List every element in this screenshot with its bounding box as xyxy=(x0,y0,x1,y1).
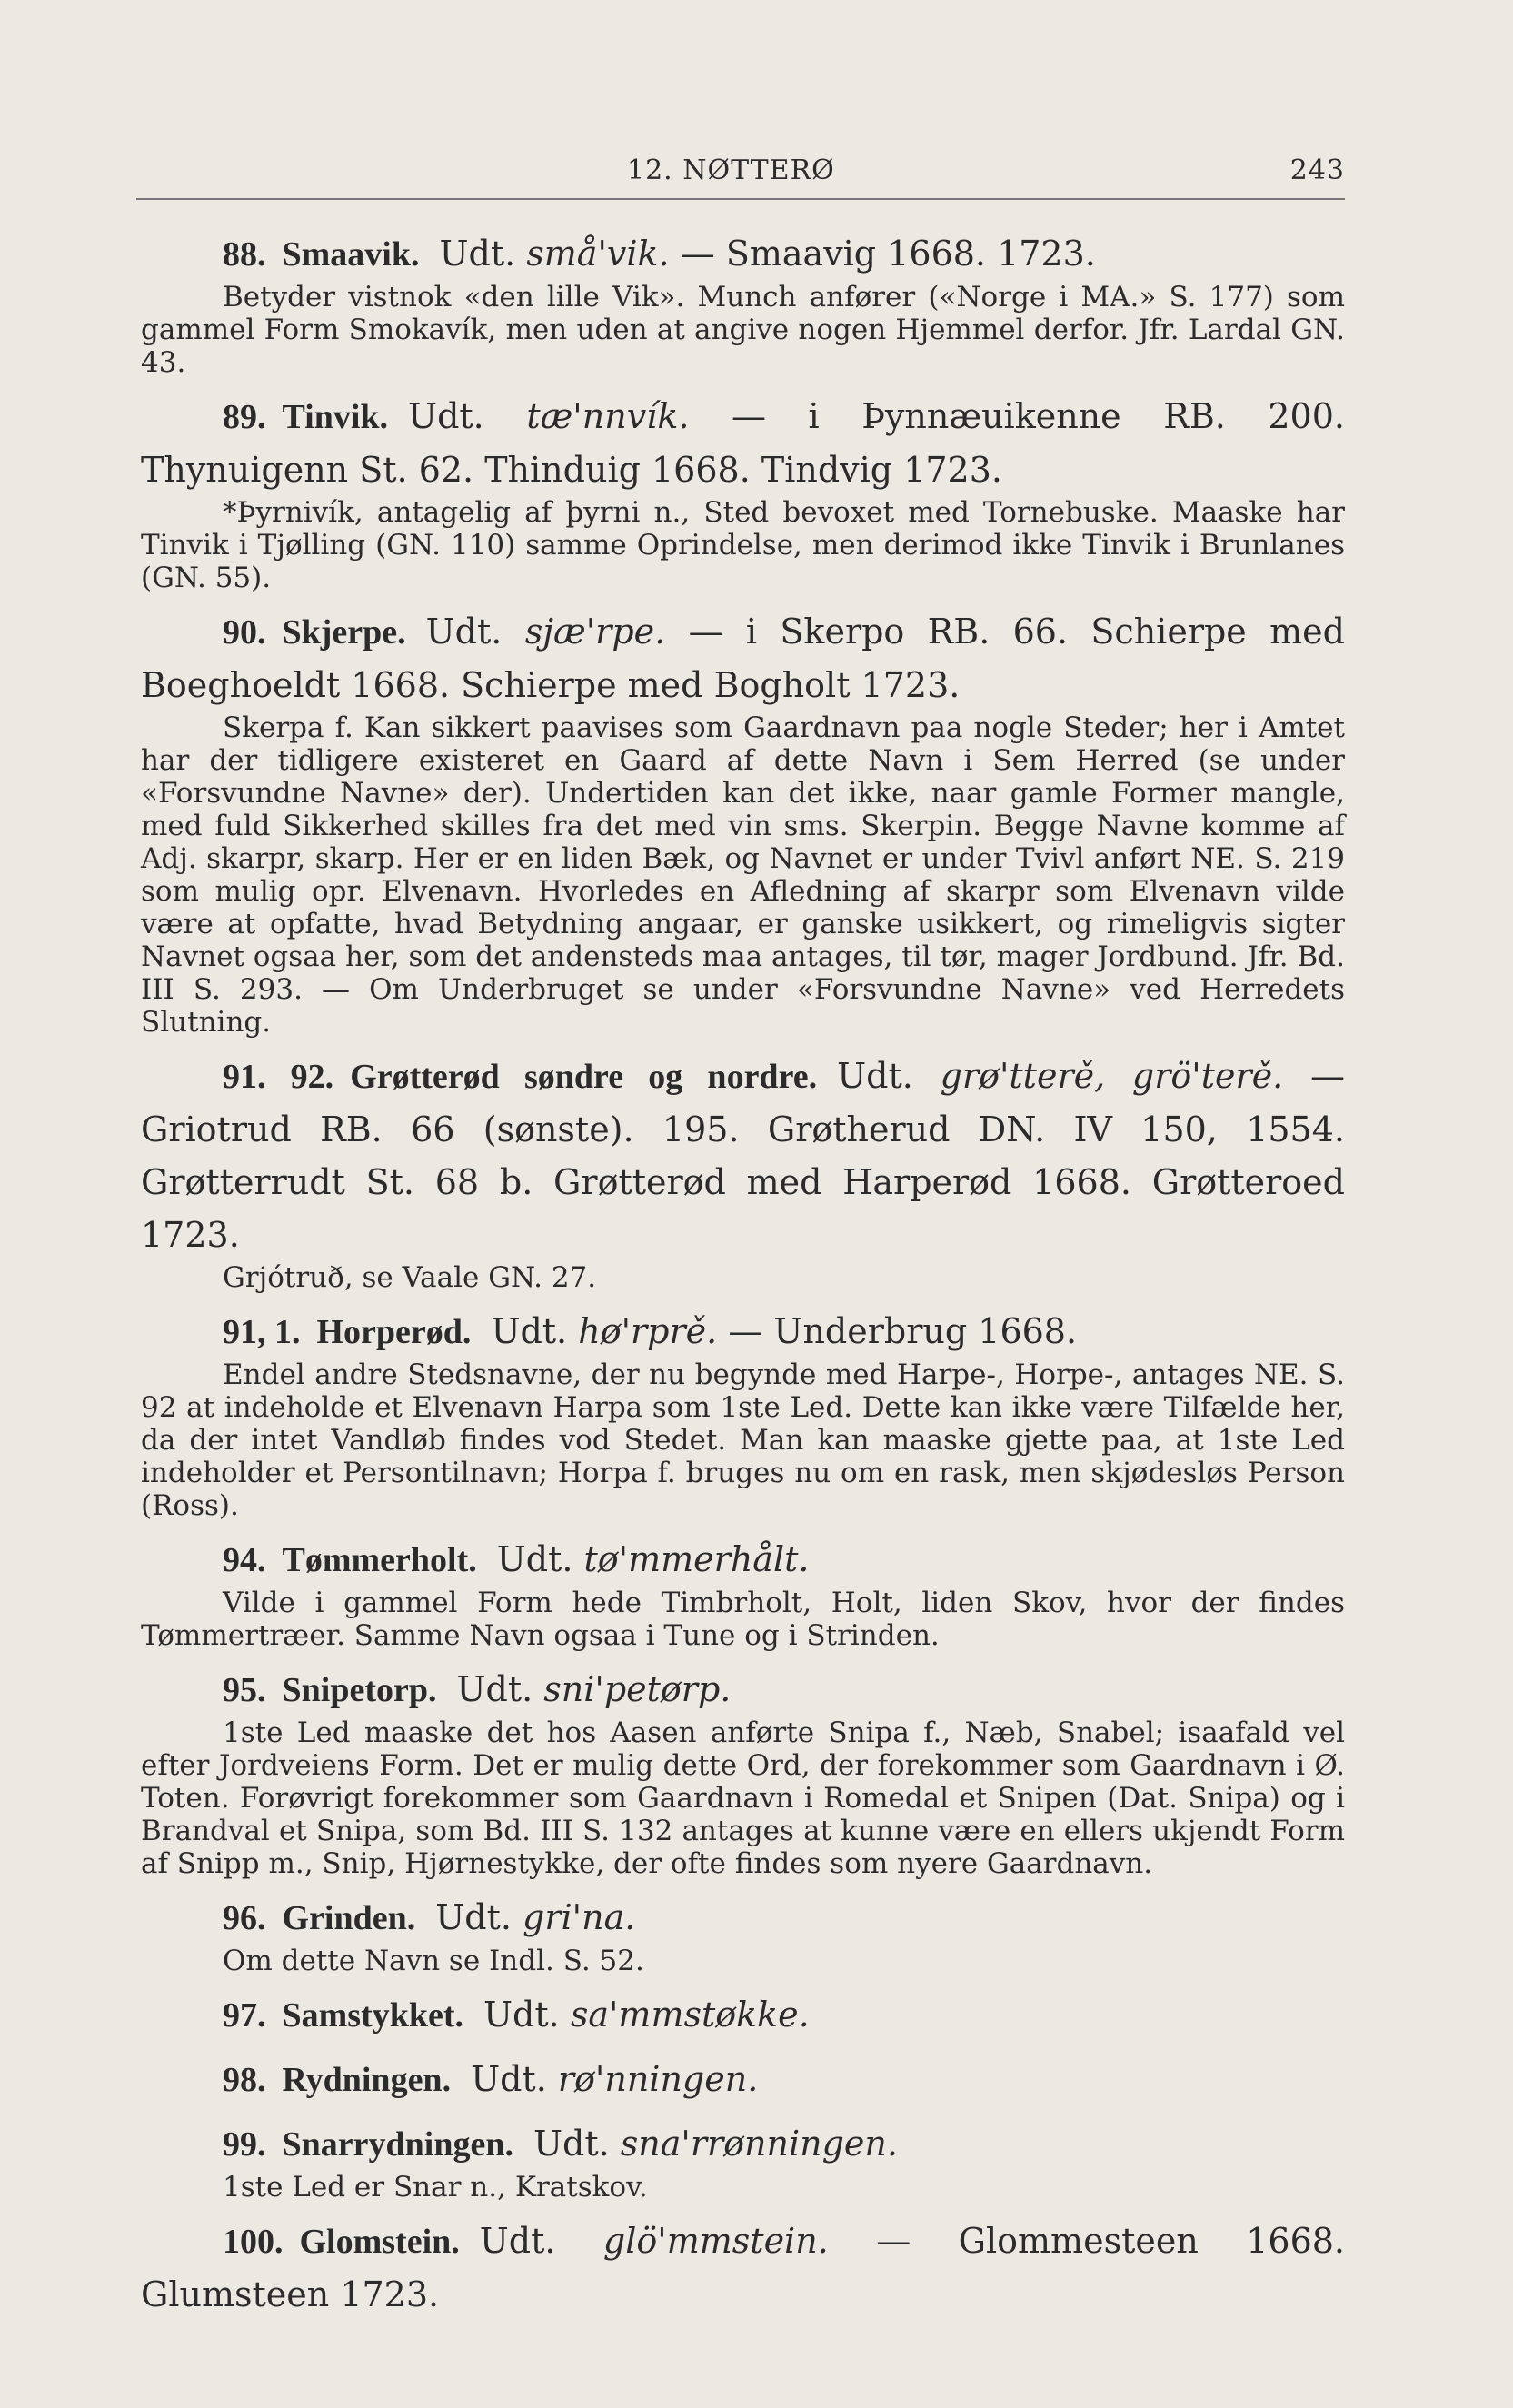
entry-note: Grjótruð, se Vaale GN. 27. xyxy=(223,1261,597,1294)
spacer xyxy=(141,379,1345,390)
page-number: 243 xyxy=(1289,154,1345,186)
pronunciation: tø'mmerhålt. xyxy=(583,1539,810,1579)
udt-label: Udt. xyxy=(456,1669,544,1709)
pronunciation: glö'mmstein. xyxy=(602,2221,829,2261)
udt-label: Udt. xyxy=(471,2059,558,2099)
pronunciation: tæ'nnvík. xyxy=(526,396,690,436)
historical-forms: — i Skerpo RB. 66. Schierpe med Boeghoeldt 1668. Schierpe med Bogholt 1723. xyxy=(141,612,1345,705)
entry-name: Samstykket. xyxy=(282,1996,464,2035)
entry-name: Grøtterød søndre og nordre. xyxy=(350,1058,818,1096)
entry-note: Betyder vistnok «den lille Vik». Munch anfører («Norge i MA.» S. 177) som gammel Form Smokavík, men uden at angive nogen Hjemmel derfor. Jfr. Lardal GN. 43. xyxy=(141,281,1345,379)
spacer xyxy=(141,2106,1345,2117)
udt-label: Udt. xyxy=(435,1897,523,1937)
pronunciation: sni'petørp. xyxy=(543,1669,732,1709)
entry-number: 99. xyxy=(223,2125,266,2164)
entry xyxy=(141,227,1345,390)
entry-number: 89. xyxy=(223,398,266,436)
entry-name: Skjerpe. xyxy=(282,613,406,652)
entry-name: Horperød. xyxy=(316,1313,472,1351)
entry-number: 91. 92. xyxy=(223,1058,334,1096)
chapter-title: 12. NØTTERØ xyxy=(627,154,835,186)
entry-name: Smaavik. xyxy=(282,235,420,274)
entry-name: Snarrydningen. xyxy=(282,2125,513,2164)
entry-number: 100. xyxy=(223,2223,284,2261)
entry-heading xyxy=(141,1891,1345,1945)
entry-name: Rydningen. xyxy=(282,2061,452,2099)
entry xyxy=(141,1305,1345,1533)
entry-note: Vilde i gammel Form hede Timbrholt, Holt, liden Skov, hvor der findes Tømmertræer. Samme Navn ogsaa i Tune og i Strinden. xyxy=(141,1587,1345,1652)
pronunciation: rø'nningen. xyxy=(557,2059,759,2099)
entry-number: 94. xyxy=(223,1541,266,1579)
entry-heading xyxy=(141,1305,1345,1358)
entry xyxy=(141,1663,1345,1891)
entry-note: 1ste Led er Snar n., Kratskov. xyxy=(223,2171,648,2204)
udt-label: Udt. xyxy=(837,1056,941,1096)
entry-note: 1ste Led maaske det hos Aasen anførte Snipa f., Næb, Snabel; isaafald vel efter Jordveiens Form. Det er mulig dette Ord, der forekommer som Gaardnavn i Ø. Toten. Forøvrigt forekommer som Gaardnavn i Romedal et Snipen (Dat. Snipa) og i Brandval et Snipa, som Bd. III S. 132 antages at kunne være en ellers ukjendt Form af Snipp m., Snip, Hjørnestykke, der ofte findes som nyere Gaardnavn. xyxy=(141,1716,1345,1880)
entry-name: Glomstein. xyxy=(299,2223,460,2261)
spacer xyxy=(141,1039,1345,1050)
spacer xyxy=(141,594,1345,605)
entry xyxy=(141,1891,1345,1988)
udt-label: Udt. xyxy=(439,234,527,274)
entry-name: Tinvik. xyxy=(282,398,389,436)
entry-name: Snipetorp. xyxy=(282,1671,437,1709)
entry-heading xyxy=(141,390,1345,496)
historical-forms: — Underbrug 1668. xyxy=(728,1311,1078,1351)
entry-number: 88. xyxy=(223,235,266,274)
pronunciation: grø'tterě, grö'terě. xyxy=(940,1056,1284,1096)
entry-number: 98. xyxy=(223,2061,266,2099)
entry-note: Skerpa f. Kan sikkert paavises som Gaardnavn paa nogle Steder; her i Amtet har der tidligere existeret en Gaard af dette Navn i Sem Herred (se under «Forsvundne Navne» der). Undertiden kan det ikke, naar gamle Former mangle, med fuld Sikkerhed skilles fra det med vin sms. Skerpin. Begge Navne komme af Adj. skarpr, skarp. Her er en liden Bæk, og Navnet er under Tvivl anført NE. S. 219 som mulig opr. Elvenavn. Hvorledes en Afledning af skarpr som Elvenavn vilde være at opfatte, hvad Betydning angaar, er ganske usikkert, og rimeligvis sigter Navnet ogsaa her, som det andensteds maa antages, til tør, mager Jordbund. Jfr. Bd. III S. 293. — Om Underbruget se under «Forsvundne Navne» ved Herredets Slutning. xyxy=(141,711,1345,1039)
entry-heading xyxy=(141,1663,1345,1716)
historical-forms: — Smaavig 1668. 1723. xyxy=(680,234,1096,274)
entry xyxy=(141,2214,1345,2332)
udt-label: Udt. xyxy=(479,2221,603,2261)
spacer xyxy=(141,1652,1345,1663)
document-page xyxy=(141,136,1346,2314)
pronunciation: sjæ'rpe. xyxy=(524,612,666,652)
spacer xyxy=(141,1880,1345,1891)
entry-note: Om dette Navn se Indl. S. 52. xyxy=(223,1945,644,1977)
entry-heading xyxy=(141,1050,1345,1261)
entry xyxy=(141,605,1345,1050)
historical-forms: — Griotrud RB. 66 (sønste). 195. Grøtherud DN. IV 150, 1554. Grøtterrudt St. 68 b. Grøtterød med Harperød 1668. Grøtteroed 1723. xyxy=(141,1056,1346,1255)
entry-heading xyxy=(141,605,1345,711)
entry xyxy=(141,1533,1345,1663)
spacer xyxy=(141,1977,1345,1988)
spacer xyxy=(141,2042,1345,2053)
udt-label: Udt. xyxy=(496,1539,584,1579)
entry-heading xyxy=(141,2214,1345,2321)
pronunciation: hø'rprě. xyxy=(578,1311,718,1351)
entry-note: Endel andre Stedsnavne, der nu begynde med Harpe-, Horpe-, antages NE. S. 92 at indeholde et Elvenavn Harpa som 1ste Led. Dette kan ikke være Tilfælde her, da der intet Vandløb findes vod Stedet. Man kan maaske gjette paa, at 1ste Led indeholder et Persontilnavn; Horpa f. bruges nu om en rask, men skjødesløs Person (Ross). xyxy=(141,1358,1345,1522)
udt-label: Udt. xyxy=(533,2124,621,2164)
spacer xyxy=(141,2204,1345,2214)
header-rule xyxy=(136,198,1345,200)
entry-number: 90. xyxy=(223,613,266,652)
entry-heading xyxy=(141,2053,1345,2106)
entry xyxy=(141,1050,1345,1305)
entry-heading xyxy=(141,1988,1345,2042)
spacer xyxy=(141,1294,1345,1305)
entry-name: Grinden. xyxy=(282,1899,416,1937)
historical-forms: — Glommesteen 1668. Glumsteen 1723. xyxy=(141,2221,1346,2314)
entry-heading xyxy=(141,1533,1345,1587)
entry-number: 96. xyxy=(223,1899,266,1937)
udt-label: Udt. xyxy=(408,396,527,436)
spacer xyxy=(141,1522,1345,1533)
entry-heading xyxy=(141,2117,1345,2171)
entry xyxy=(141,1988,1345,2053)
entry-heading xyxy=(141,227,1345,281)
historical-forms: — i Þynnæuikenne RB. 200. Thynuigenn St. 62. Thinduig 1668. Tindvig 1723. xyxy=(141,396,1345,490)
pronunciation: sna'rrønningen. xyxy=(620,2124,898,2164)
pronunciation: gri'na. xyxy=(523,1897,636,1937)
udt-label: Udt. xyxy=(425,612,525,652)
pronunciation: sa'mmstøkke. xyxy=(570,1995,810,2035)
running-head xyxy=(141,136,1345,189)
entries-list xyxy=(141,227,1345,2332)
entry-number: 91, 1. xyxy=(223,1313,301,1351)
udt-label: Udt. xyxy=(483,1995,571,2035)
entry-number: 97. xyxy=(223,1996,266,2035)
pronunciation: små'vik. xyxy=(526,234,670,274)
entry-name: Tømmerholt. xyxy=(282,1541,477,1579)
entry xyxy=(141,390,1345,605)
entry-note: *Þyrnivík, antagelig af þyrni n., Sted bevoxet med Tornebuske. Maaske har Tinvik i Tjølling (GN. 110) samme Oprindelse, men derimod ikke Tinvik i Brunlanes (GN. 55). xyxy=(141,496,1345,594)
entry xyxy=(141,2053,1345,2117)
entry xyxy=(141,2117,1345,2214)
spacer xyxy=(141,2321,1345,2332)
entry-number: 95. xyxy=(223,1671,266,1709)
udt-label: Udt. xyxy=(491,1311,579,1351)
